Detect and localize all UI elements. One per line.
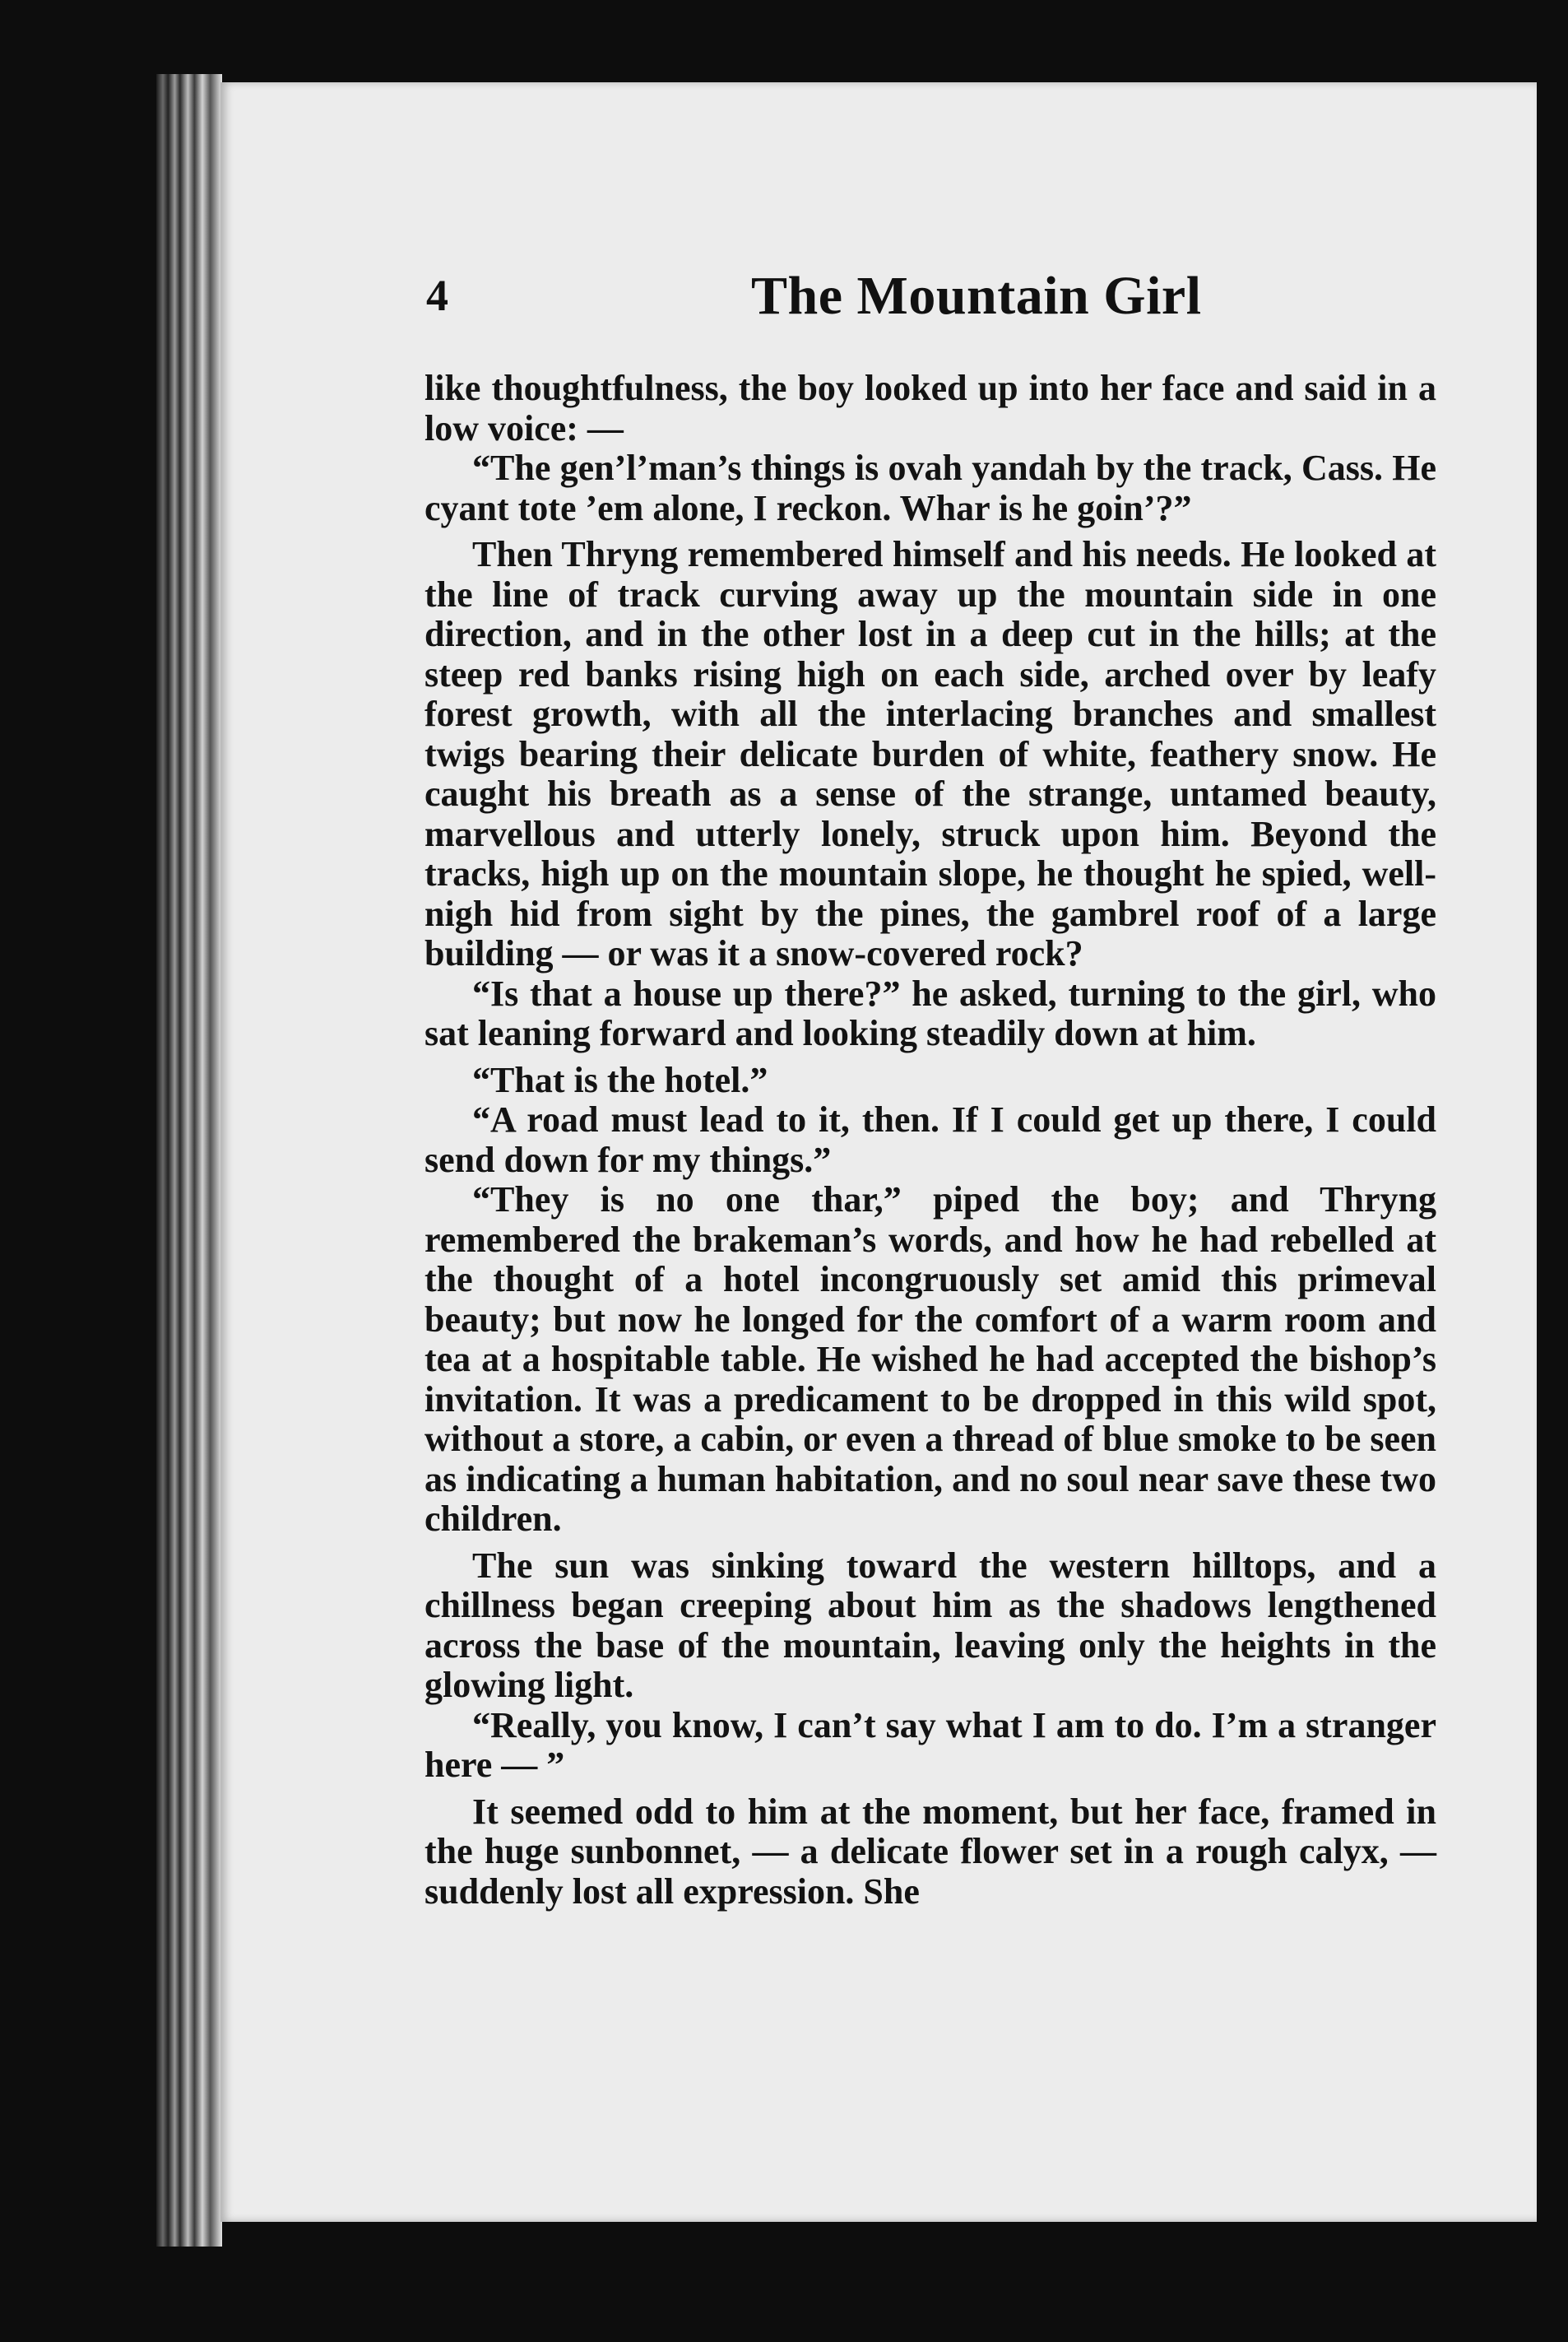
book-binding-edge — [156, 74, 222, 2247]
paragraph: “Is that a house up there?” he asked, turning to the girl, who sat leaning forward and looking steadily down at him. — [424, 973, 1436, 1053]
paragraph: “The gen’l’man’s things is ovah yandah by the track, Cass. He cyant tote ’em alone, I reckon. Whar is he goin’?” — [424, 448, 1436, 528]
running-title: The Mountain Girl — [751, 266, 1202, 326]
paragraph: “That is the hotel.” — [472, 1059, 768, 1100]
page-text — [424, 369, 1436, 1912]
paragraph: “Really, you know, I can’t say what I am to do. I’m a stranger here — ” — [424, 1704, 1436, 1785]
paragraph: like thoughtfulness, the boy looked up into her face and said in a low voice: — — [424, 368, 1436, 448]
paragraph: “They is no one thar,” piped the boy; and Thryng remembered the brakeman’s words, and how he had rebelled at the thought of a hotel incongruously set amid this primeval beauty; but now he longed for the comfort of a warm room and tea at a hospitable table. He wished he had accepted the bishop’s invitation. It was a predicament to be dropped in this wild spot, without a store, a cabin, or even a thread of blue smoke to be seen as indicating a human habitation, and no soul near save these two children. — [424, 1179, 1436, 1539]
paragraph: Then Thryng remembered himself and his needs. He looked at the line of track curving away up the mountain side in one direction, and in the other lost in a deep cut in the hills; at the steep red banks rising high on each side, arched over by leafy forest growth, with all the interlacing branches and smallest twigs bearing their delicate burden of white, feathery snow. He caught his breath as a sense of the strange, untamed beauty, marvellous and utterly lonely, struck upon him. Beyond the tracks, high up on the mountain slope, he thought he spied, well-nigh hid from sight by the pines, the gambrel roof of a large building — or was it a snow-covered rock? — [424, 534, 1436, 974]
page-header — [426, 265, 1487, 339]
paragraph: It seemed odd to him at the moment, but her face, framed in the huge sunbonnet, — a delicate flower set in a rough calyx, — suddenly lost all expression. She — [424, 1791, 1436, 1912]
paragraph: The sun was sinking toward the western hilltops, and a chillness began creeping about him as the shadows lengthened across the base of the mountain, leaving only the heights in the glowing light. — [424, 1545, 1436, 1705]
page-number: 4 — [426, 271, 448, 320]
paragraph: “A road must lead to it, then. If I could get up there, I could send down for my things.” — [424, 1099, 1436, 1180]
